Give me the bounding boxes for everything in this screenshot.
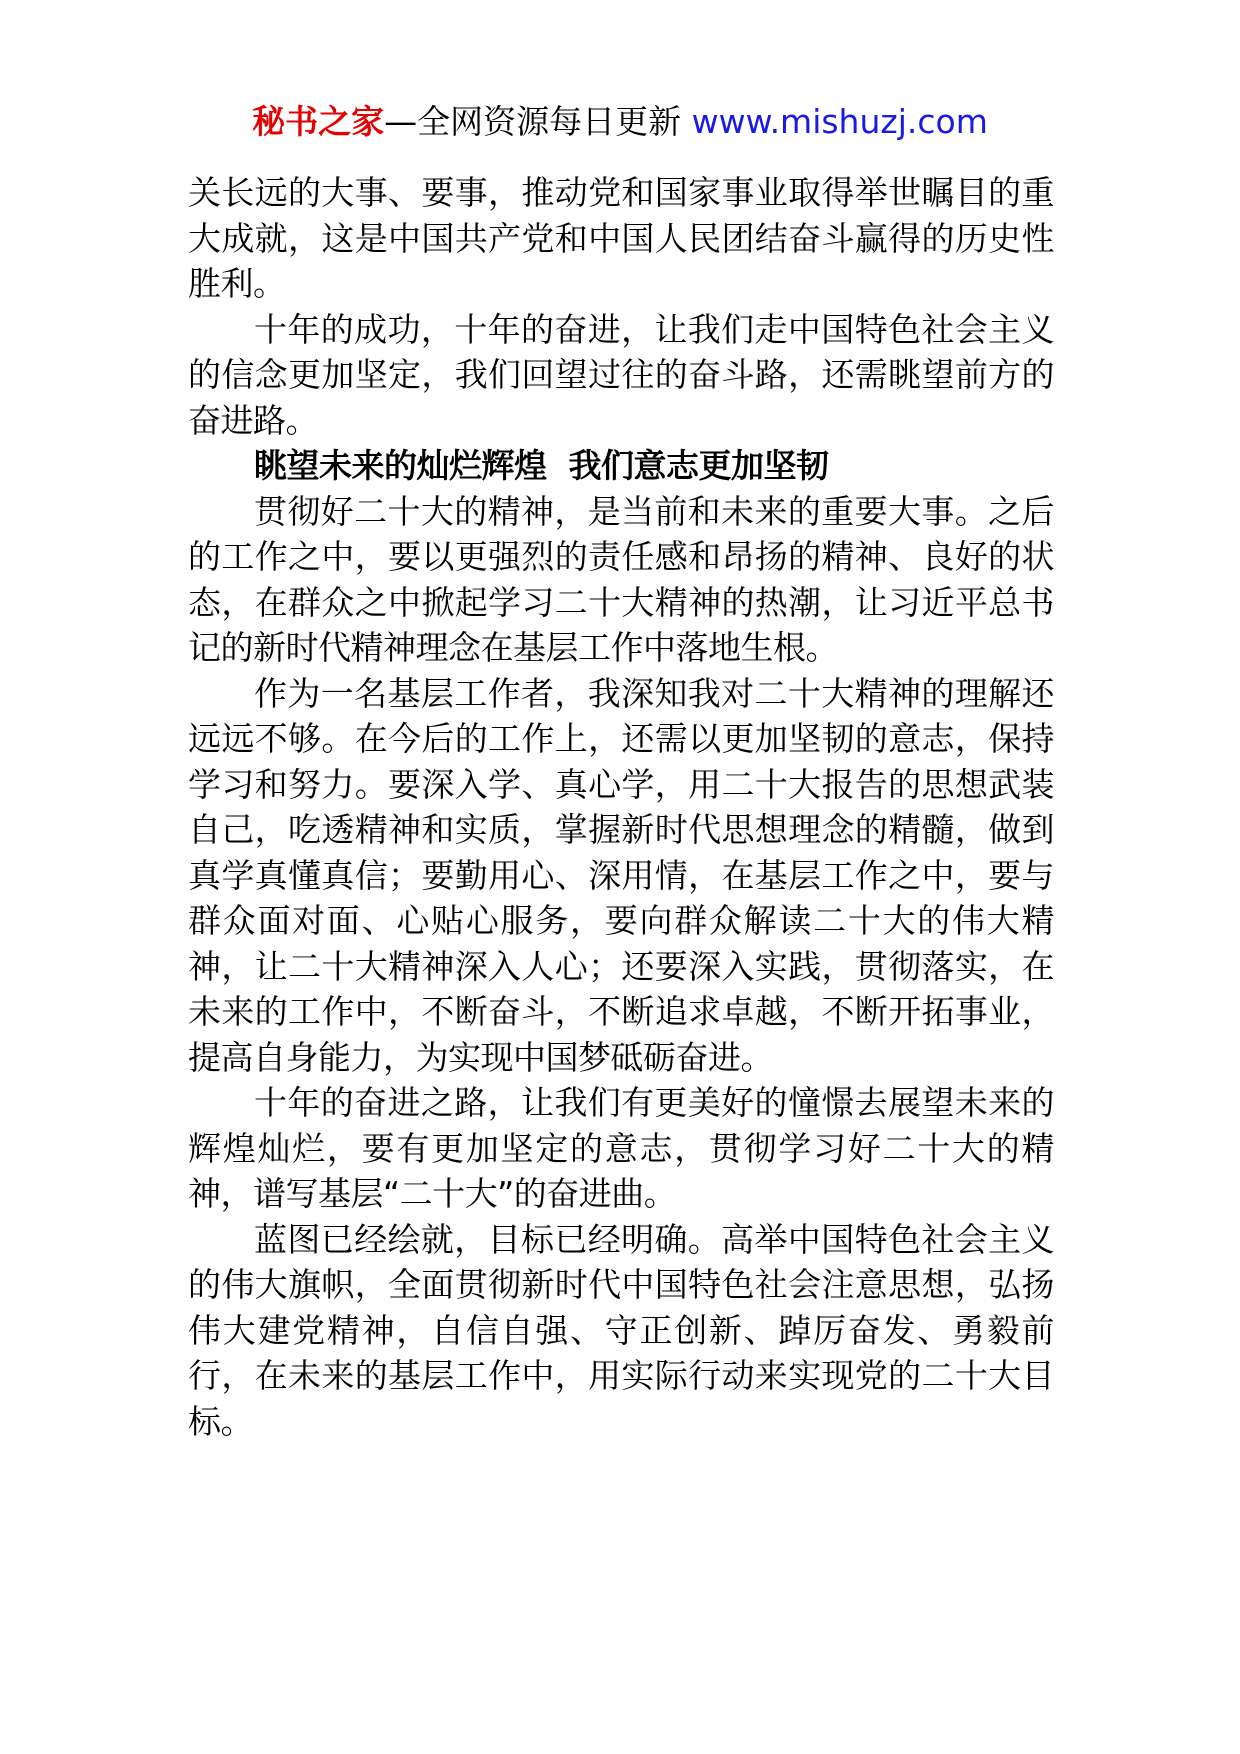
paragraph: 十年的成功，十年的奋进，让我们走中国特色社会主义的信念更加坚定，我们回望过往的奋斗路，还需眺望前方的奋进路。 — [188, 309, 1054, 440]
paragraph: 贯彻好二十大的精神，是当前和未来的重要大事。之后的工作之中，要以更强烈的责任感和昂扬的精神、良好的状态，在群众之中掀起学习二十大精神的热潮，让习近平总书记的新时代精神理念在基层工作中落地生根。 — [188, 491, 1054, 667]
paragraph: 作为一名基层工作者，我深知我对二十大精神的理解还远远不够。在今后的工作上，还需以更加坚韧的意志，保持学习和努力。要深入学、真心学，用二十大报告的思想武装自己，吃透精神和实质，掌握新时代思想理念的精髓，做到真学真懂真信；要勤用心、深用情，在基层工作之中，要与群众面对面、心贴心服务，要向群众解读二十大的伟大精神，让二十大精神深入人心；还要深入实践，贯彻落实，在未来的工作中，不断奋斗，不断追求卓越，不断开拓事业，提高自身能力，为实现中国梦砥砺奋进。 — [188, 673, 1054, 1077]
page-header — [0, 100, 1240, 144]
site-tagline: —全网资源每日更新 — [384, 102, 692, 141]
site-url-link[interactable]: www.mishuzj.com — [691, 102, 988, 141]
paragraph: 十年的奋进之路，让我们有更美好的憧憬去展望未来的辉煌灿烂，要有更加坚定的意志，贯彻学习好二十大的精神，谱写基层“二十大”的奋进曲。 — [188, 1083, 1054, 1213]
site-brand: 秘书之家 — [252, 102, 385, 141]
paragraph-continued: 关长远的大事、要事，推动党和国家事业取得举世瞩目的重大成就，这是中国共产党和中国人民团结奋斗赢得的历史性胜利。 — [188, 173, 1054, 303]
document-body — [188, 170, 1054, 1444]
paragraph: 蓝图已经绘就，目标已经明确。高举中国特色社会主义的伟大旗帜，全面贯彻新时代中国特色社会注意思想，弘扬伟大建党精神，自信自强、守正创新、踔厉奋发、勇毅前行，在未来的基层工作中，用实际行动来实现党的二十大目标。 — [188, 1219, 1054, 1441]
section-heading: 眺望未来的灿烂辉煌 我们意志更加坚韧 — [254, 446, 829, 485]
